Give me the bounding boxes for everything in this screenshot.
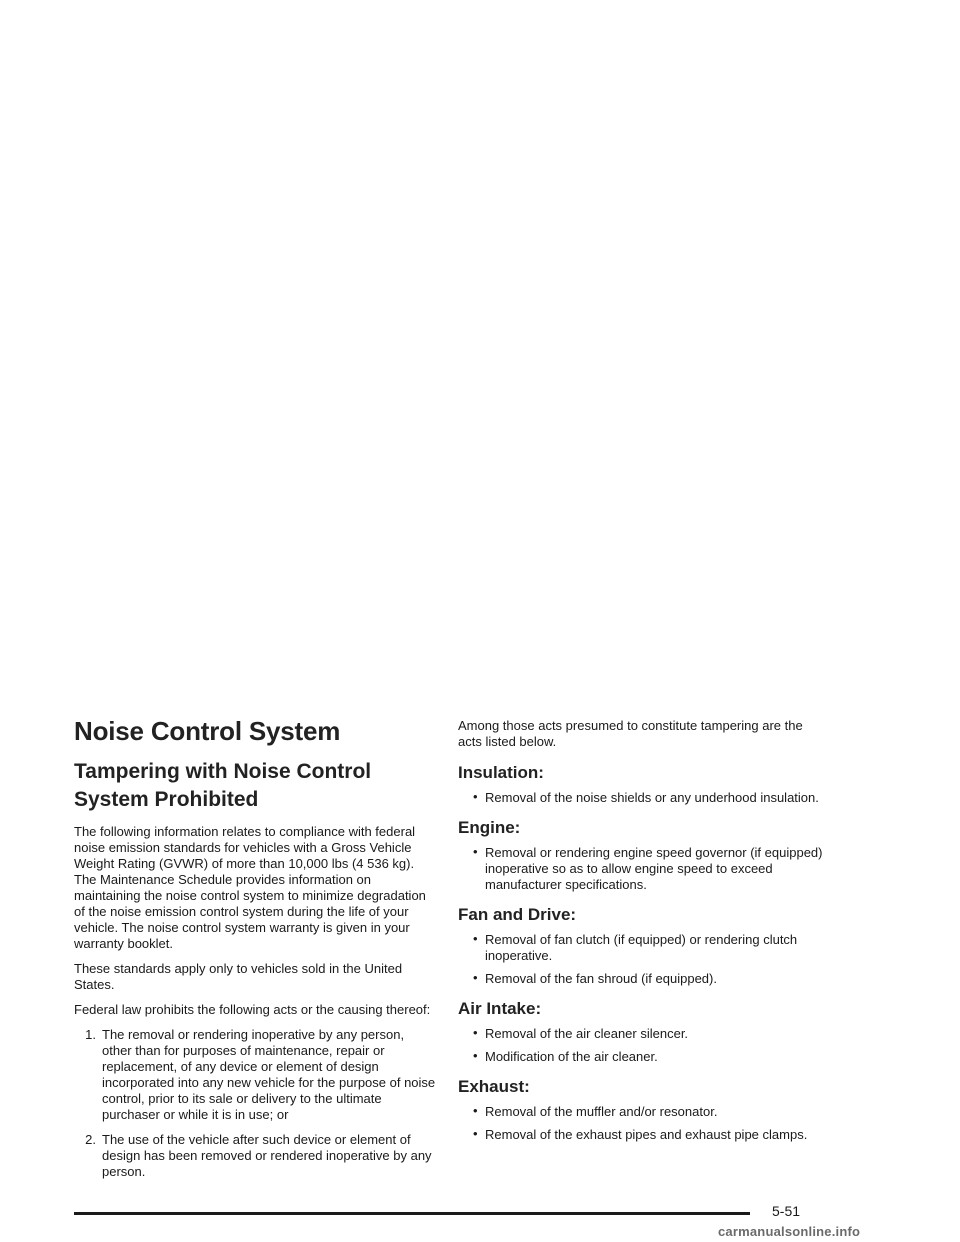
scope-paragraph: These standards apply only to vehicles sold in the United States. (74, 961, 403, 992)
list-text: Removal of the muffler and/or resonator. (485, 1104, 718, 1119)
list-item (473, 932, 828, 964)
list-text: Removal of the fan shroud (if equipped). (485, 971, 717, 986)
list-item (473, 790, 828, 806)
bullet-icon: • (473, 970, 478, 985)
list-number: 2. (85, 1132, 96, 1147)
section-heading: Tampering with Noise Control System Prohibited (74, 760, 372, 811)
bullet-icon: • (473, 1126, 478, 1141)
section-air-intake (458, 998, 828, 1065)
right-column (458, 718, 828, 1154)
subsection-heading: Air Intake: (458, 999, 542, 1018)
list-number: 1. (85, 1027, 96, 1042)
prohibition-paragraph: Federal law prohibits the following acts or the causing thereof: (74, 1002, 431, 1017)
bullet-icon: • (473, 1048, 478, 1063)
subsection-heading: Engine: (458, 818, 521, 837)
list-item (74, 1027, 436, 1123)
bullet-icon: • (473, 1103, 478, 1118)
list-text: Removal of the air cleaner silencer. (485, 1026, 689, 1041)
subsection-heading: Exhaust: (458, 1077, 530, 1096)
list-text: Modification of the air cleaner. (485, 1049, 658, 1064)
section-engine (458, 817, 828, 893)
list-item (473, 1026, 828, 1042)
bullet-list (458, 790, 828, 806)
watermark: carmanualsonline.info (718, 1224, 861, 1239)
list-text: Removal of the exhaust pipes and exhaust pipe clamps. (485, 1127, 808, 1142)
list-text: Removal of the noise shields or any underhood insulation. (485, 790, 819, 805)
list-item (473, 971, 828, 987)
left-column (74, 716, 436, 1189)
subsection-heading: Fan and Drive: (458, 905, 577, 924)
list-text: Removal of fan clutch (if equipped) or rendering clutch inoperative. (485, 932, 798, 963)
bullet-list (458, 1104, 828, 1143)
bullet-icon: • (473, 1025, 478, 1040)
bullet-icon: • (473, 789, 478, 804)
list-item (473, 1127, 828, 1143)
bullet-list (458, 845, 828, 893)
section-exhaust (458, 1076, 828, 1143)
bullet-icon: • (473, 844, 478, 859)
bullet-icon: • (473, 931, 478, 946)
section-fan-and-drive (458, 904, 828, 987)
list-item (74, 1132, 436, 1180)
subsection-heading: Insulation: (458, 763, 544, 782)
tampering-intro: Among those acts presumed to constitute tampering are the acts listed below. (458, 718, 803, 749)
footer-rule (74, 1212, 750, 1215)
section-insulation (458, 762, 828, 806)
prohibited-acts-list (74, 1027, 436, 1180)
list-item (473, 1104, 828, 1120)
list-text: The use of the vehicle after such device or element of design has been removed or rendered inoperative by any person. (102, 1132, 432, 1179)
bullet-list (458, 1026, 828, 1065)
list-item (473, 1049, 828, 1065)
page-number: 5-51 (772, 1203, 801, 1219)
page-title: Noise Control System (74, 716, 341, 746)
list-item (473, 845, 828, 893)
list-text: Removal or rendering engine speed governor (if equipped) inoperative so as to allow engine speed to exceed manufacturer specifications. (485, 845, 823, 892)
list-text: The removal or rendering inoperative by any person, other than for purposes of maintenance, repair or replacement, of any device or element of design incorporated into any new vehicle for the purpose of noise control, prior to its sale or delivery to the ultimate purchaser or while it is in use; or (102, 1027, 436, 1122)
bullet-list (458, 932, 828, 987)
intro-paragraph: The following information relates to compliance with federal noise emission standards for vehicles with a Gross Vehicle Weight Rating (GVWR) of more than 10,000 lbs (4 536 kg). The Maintenance Schedule provides information on maintaining the noise control system to minimize degradation of the noise emission control system during the life of your vehicle. The noise control system warranty is given in your warranty booklet. (74, 824, 426, 951)
